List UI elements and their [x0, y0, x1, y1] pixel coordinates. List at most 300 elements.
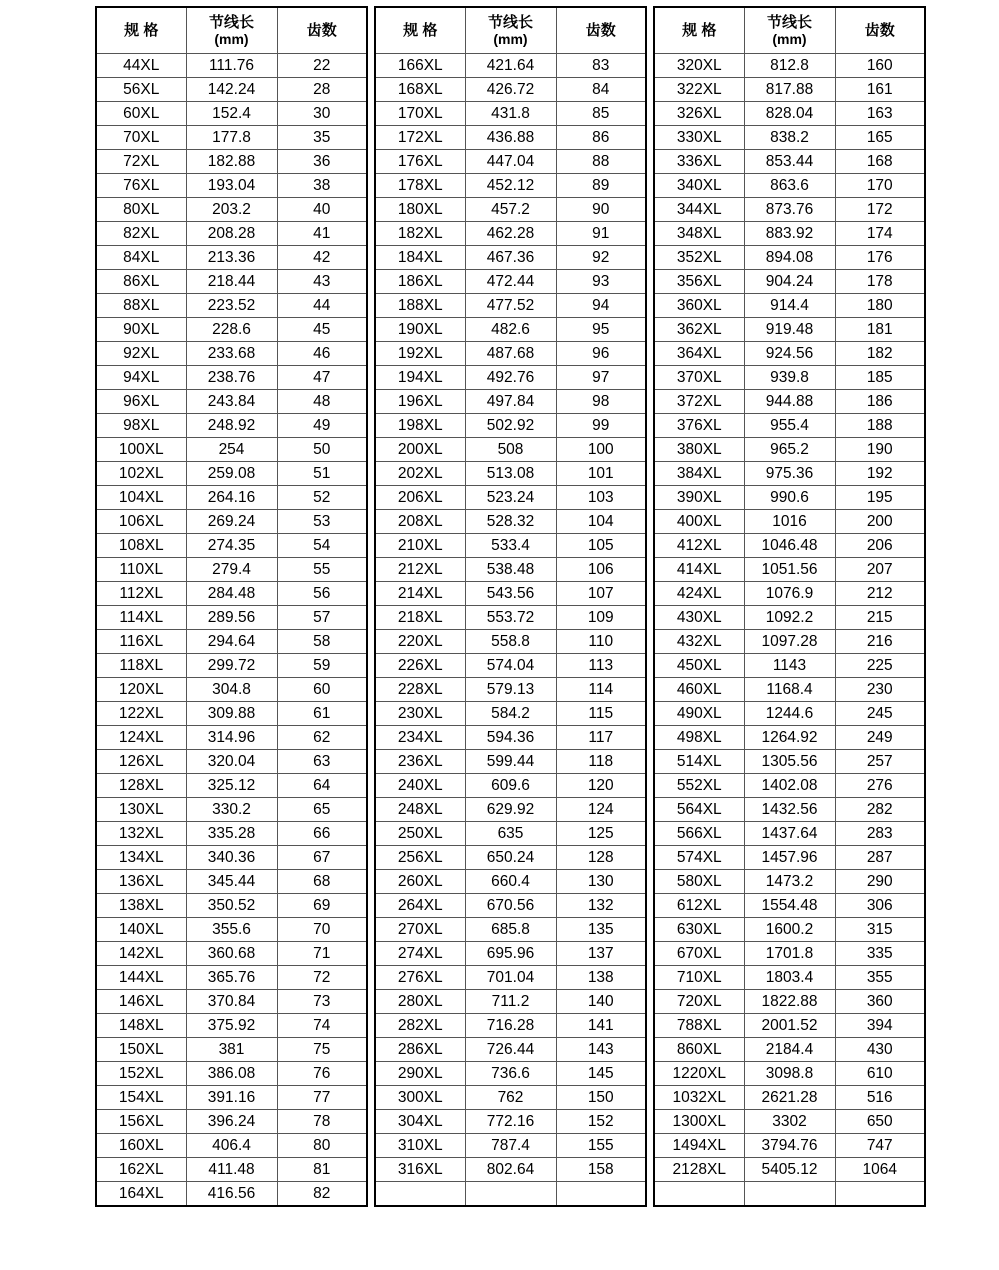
spec-cell: 146XL: [96, 990, 186, 1014]
table-row: [654, 558, 925, 582]
spec-cell: 240XL: [375, 774, 465, 798]
teeth-cell: 150: [556, 1086, 646, 1110]
teeth-cell: 180: [835, 294, 925, 318]
spec-cell: 192XL: [375, 342, 465, 366]
spec-cell: 364XL: [654, 342, 744, 366]
spec-cell: 304XL: [375, 1110, 465, 1134]
table-row: [96, 462, 367, 486]
spec-cell: 574XL: [654, 846, 744, 870]
pitch-length-cell: 1264.92: [744, 726, 835, 750]
table-row: [375, 198, 646, 222]
table-row: [96, 438, 367, 462]
header-pitch-unit: (mm): [493, 30, 528, 47]
teeth-cell: 38: [277, 174, 367, 198]
table-row: [375, 678, 646, 702]
teeth-cell: 135: [556, 918, 646, 942]
spec-cell: 300XL: [375, 1086, 465, 1110]
teeth-cell: 64: [277, 774, 367, 798]
spec-cell: 290XL: [375, 1062, 465, 1086]
teeth-cell: 145: [556, 1062, 646, 1086]
spec-cell: 564XL: [654, 798, 744, 822]
spec-cell: 370XL: [654, 366, 744, 390]
pitch-length-cell: 716.28: [465, 1014, 556, 1038]
spec-cell: 70XL: [96, 126, 186, 150]
spec-cell: 198XL: [375, 414, 465, 438]
teeth-cell: 161: [835, 78, 925, 102]
pitch-length-cell: 990.6: [744, 486, 835, 510]
spec-cell: 120XL: [96, 678, 186, 702]
spec-cell: 234XL: [375, 726, 465, 750]
pitch-length-cell: 431.8: [465, 102, 556, 126]
table-row: [654, 726, 925, 750]
pitch-length-cell: 1046.48: [744, 534, 835, 558]
teeth-cell: 41: [277, 222, 367, 246]
table-row: [96, 606, 367, 630]
pitch-length-cell: 304.8: [186, 678, 277, 702]
teeth-cell: 40: [277, 198, 367, 222]
pitch-length-cell: 462.28: [465, 222, 556, 246]
pitch-length-cell: 1473.2: [744, 870, 835, 894]
spec-cell: 274XL: [375, 942, 465, 966]
teeth-cell: 99: [556, 414, 646, 438]
table-row: [654, 366, 925, 390]
spec-cell: 612XL: [654, 894, 744, 918]
spec-cell: 140XL: [96, 918, 186, 942]
spec-cell: 162XL: [96, 1158, 186, 1182]
pitch-length-cell: 325.12: [186, 774, 277, 798]
header-pitch-length: [744, 7, 835, 54]
spec-cell: 580XL: [654, 870, 744, 894]
spec-cell: 112XL: [96, 582, 186, 606]
pitch-length-cell: 1076.9: [744, 582, 835, 606]
teeth-cell: 114: [556, 678, 646, 702]
spec-cell: 256XL: [375, 846, 465, 870]
spec-cell: 260XL: [375, 870, 465, 894]
spec-cell: 206XL: [375, 486, 465, 510]
table-row: [654, 750, 925, 774]
pitch-length-cell: 1701.8: [744, 942, 835, 966]
teeth-cell: 78: [277, 1110, 367, 1134]
table-row: [654, 942, 925, 966]
spec-cell: 226XL: [375, 654, 465, 678]
teeth-cell: 45: [277, 318, 367, 342]
spec-cell: 152XL: [96, 1062, 186, 1086]
teeth-cell: 158: [556, 1158, 646, 1182]
teeth-cell: 245: [835, 702, 925, 726]
teeth-cell: 160: [835, 54, 925, 78]
table-row: [375, 990, 646, 1014]
table-row: [96, 54, 367, 78]
spec-cell: 176XL: [375, 150, 465, 174]
teeth-cell: 168: [835, 150, 925, 174]
spec-cell: 194XL: [375, 366, 465, 390]
teeth-cell: 315: [835, 918, 925, 942]
spec-cell: 132XL: [96, 822, 186, 846]
pitch-length-cell: 883.92: [744, 222, 835, 246]
spec-cell: 92XL: [96, 342, 186, 366]
teeth-cell: 115: [556, 702, 646, 726]
spec-cell: 86XL: [96, 270, 186, 294]
teeth-cell: 101: [556, 462, 646, 486]
pitch-length-cell: 457.2: [465, 198, 556, 222]
teeth-cell: 335: [835, 942, 925, 966]
spec-cell: 76XL: [96, 174, 186, 198]
spec-table-2: [374, 6, 647, 1207]
spec-cell: 182XL: [375, 222, 465, 246]
pitch-length-cell: 416.56: [186, 1182, 277, 1207]
table-row: [654, 534, 925, 558]
pitch-length-cell: 944.88: [744, 390, 835, 414]
pitch-length-cell: 370.84: [186, 990, 277, 1014]
table-row: [654, 486, 925, 510]
pitch-length-cell: 152.4: [186, 102, 277, 126]
spec-cell: 106XL: [96, 510, 186, 534]
table-row: [654, 150, 925, 174]
teeth-cell: 137: [556, 942, 646, 966]
spec-cell: 460XL: [654, 678, 744, 702]
pitch-length-cell: 904.24: [744, 270, 835, 294]
teeth-cell: 109: [556, 606, 646, 630]
teeth-cell: 200: [835, 510, 925, 534]
header-teeth: 齿数: [835, 7, 925, 54]
table-row: [654, 126, 925, 150]
spec-cell: 108XL: [96, 534, 186, 558]
header-spec: 规 格: [96, 7, 186, 54]
spec-cell: 214XL: [375, 582, 465, 606]
pitch-length-cell: 802.64: [465, 1158, 556, 1182]
pitch-length-cell: 508: [465, 438, 556, 462]
header-pitch-unit: (mm): [214, 30, 249, 47]
spec-cell: 196XL: [375, 390, 465, 414]
table-row: [96, 894, 367, 918]
teeth-cell: 212: [835, 582, 925, 606]
spec-cell: 414XL: [654, 558, 744, 582]
table-row: [96, 726, 367, 750]
table-row: [96, 414, 367, 438]
pitch-length-cell: 711.2: [465, 990, 556, 1014]
table-row: [654, 198, 925, 222]
table-row: [375, 222, 646, 246]
spec-cell: 130XL: [96, 798, 186, 822]
teeth-cell: 74: [277, 1014, 367, 1038]
teeth-cell: 747: [835, 1134, 925, 1158]
table-row: [654, 414, 925, 438]
pitch-length-cell: 695.96: [465, 942, 556, 966]
teeth-cell: 50: [277, 438, 367, 462]
pitch-length-cell: 701.04: [465, 966, 556, 990]
pitch-length-cell: 817.88: [744, 78, 835, 102]
pitch-length-cell: 477.52: [465, 294, 556, 318]
spec-cell: 104XL: [96, 486, 186, 510]
pitch-length-cell: 177.8: [186, 126, 277, 150]
teeth-cell: 207: [835, 558, 925, 582]
table-row: [96, 822, 367, 846]
pitch-length-cell: 955.4: [744, 414, 835, 438]
pitch-length-cell: 294.64: [186, 630, 277, 654]
table-row: [96, 990, 367, 1014]
spec-cell: 424XL: [654, 582, 744, 606]
pitch-length-cell: 345.44: [186, 870, 277, 894]
spec-cell: 320XL: [654, 54, 744, 78]
pitch-length-cell: 1168.4: [744, 678, 835, 702]
table-row: [654, 1110, 925, 1134]
table-row: [375, 702, 646, 726]
pitch-length-cell: 629.92: [465, 798, 556, 822]
pitch-length-cell: 193.04: [186, 174, 277, 198]
pitch-length-cell: 228.6: [186, 318, 277, 342]
spec-cell: 90XL: [96, 318, 186, 342]
spec-cell: 376XL: [654, 414, 744, 438]
spec-cell: 110XL: [96, 558, 186, 582]
table-row: [96, 1014, 367, 1038]
header-pitch-length-label: 节线长: [208, 13, 254, 31]
pitch-length-cell: 599.44: [465, 750, 556, 774]
teeth-cell: 125: [556, 822, 646, 846]
teeth-cell: 60: [277, 678, 367, 702]
teeth-cell: 132: [556, 894, 646, 918]
teeth-cell: 55: [277, 558, 367, 582]
table-row: [654, 918, 925, 942]
table-row: [654, 342, 925, 366]
header-teeth: 齿数: [556, 7, 646, 54]
spec-cell: 1220XL: [654, 1062, 744, 1086]
spec-cell: 400XL: [654, 510, 744, 534]
teeth-cell: 185: [835, 366, 925, 390]
table-row: [375, 366, 646, 390]
pitch-length-cell: 2184.4: [744, 1038, 835, 1062]
pitch-length-cell: 650.24: [465, 846, 556, 870]
teeth-cell: 100: [556, 438, 646, 462]
pitch-length-cell: 497.84: [465, 390, 556, 414]
pitch-length-cell: 914.4: [744, 294, 835, 318]
teeth-cell: 80: [277, 1134, 367, 1158]
spec-cell: 188XL: [375, 294, 465, 318]
table-row: [654, 318, 925, 342]
pitch-length-cell: 1803.4: [744, 966, 835, 990]
pitch-length-cell: 513.08: [465, 462, 556, 486]
pitch-length-cell: 660.4: [465, 870, 556, 894]
teeth-cell: 117: [556, 726, 646, 750]
teeth-cell: 84: [556, 78, 646, 102]
teeth-cell: 186: [835, 390, 925, 414]
spec-cell: 860XL: [654, 1038, 744, 1062]
pitch-length-cell: 1051.56: [744, 558, 835, 582]
spec-cell: 1494XL: [654, 1134, 744, 1158]
pitch-length-cell: 203.2: [186, 198, 277, 222]
pitch-length-cell: 482.6: [465, 318, 556, 342]
pitch-length-cell: 218.44: [186, 270, 277, 294]
teeth-cell: 110: [556, 630, 646, 654]
table-row: [375, 150, 646, 174]
spec-cell: 134XL: [96, 846, 186, 870]
pitch-length-cell: 254: [186, 438, 277, 462]
table-row: [96, 78, 367, 102]
table-row: [96, 1086, 367, 1110]
table-row: [375, 54, 646, 78]
spec-cell: 230XL: [375, 702, 465, 726]
spec-cell: 118XL: [96, 654, 186, 678]
teeth-cell: 113: [556, 654, 646, 678]
spec-cell: 150XL: [96, 1038, 186, 1062]
spec-cell: 44XL: [96, 54, 186, 78]
table-row: [96, 150, 367, 174]
spec-cell: 1300XL: [654, 1110, 744, 1134]
pitch-length-cell: 365.76: [186, 966, 277, 990]
table-row: [375, 870, 646, 894]
spec-cell: 670XL: [654, 942, 744, 966]
table-row: [375, 486, 646, 510]
teeth-cell: 290: [835, 870, 925, 894]
table-row: [654, 846, 925, 870]
table-row: [654, 222, 925, 246]
pitch-length-cell: 248.92: [186, 414, 277, 438]
table-row: [375, 894, 646, 918]
teeth-cell: 360: [835, 990, 925, 1014]
table-row: [375, 126, 646, 150]
spec-cell: 228XL: [375, 678, 465, 702]
spec-cell: 630XL: [654, 918, 744, 942]
pitch-length-cell: 335.28: [186, 822, 277, 846]
pitch-length-cell: 447.04: [465, 150, 556, 174]
spec-cell: 2128XL: [654, 1158, 744, 1182]
table-row: [654, 606, 925, 630]
pitch-length-cell: 320.04: [186, 750, 277, 774]
table-row: [375, 822, 646, 846]
table-row: [375, 966, 646, 990]
teeth-cell: 69: [277, 894, 367, 918]
spec-cell: 114XL: [96, 606, 186, 630]
pitch-length-cell: 350.52: [186, 894, 277, 918]
teeth-cell: 124: [556, 798, 646, 822]
table-row: [654, 582, 925, 606]
pitch-length-cell: [465, 1182, 556, 1207]
pitch-length-cell: 421.64: [465, 54, 556, 78]
header-pitch-length-label: 节线长: [487, 13, 533, 31]
spec-cell: 270XL: [375, 918, 465, 942]
spec-cell: 128XL: [96, 774, 186, 798]
teeth-cell: 215: [835, 606, 925, 630]
teeth-cell: 47: [277, 366, 367, 390]
spec-cell: 490XL: [654, 702, 744, 726]
table-row: [375, 1038, 646, 1062]
pitch-length-cell: 533.4: [465, 534, 556, 558]
teeth-cell: 91: [556, 222, 646, 246]
pitch-length-cell: 965.2: [744, 438, 835, 462]
pitch-length-cell: 492.76: [465, 366, 556, 390]
spec-cell: 566XL: [654, 822, 744, 846]
table-row: [96, 1158, 367, 1182]
pitch-length-cell: 223.52: [186, 294, 277, 318]
teeth-cell: 181: [835, 318, 925, 342]
table-row: [96, 750, 367, 774]
teeth-cell: 42: [277, 246, 367, 270]
spec-cell: 172XL: [375, 126, 465, 150]
table-row: [96, 126, 367, 150]
pitch-length-cell: 238.76: [186, 366, 277, 390]
table-row: [654, 510, 925, 534]
table-row: [654, 702, 925, 726]
teeth-cell: 610: [835, 1062, 925, 1086]
teeth-cell: 107: [556, 582, 646, 606]
spec-cell: 208XL: [375, 510, 465, 534]
table-row: [375, 558, 646, 582]
pitch-length-cell: 594.36: [465, 726, 556, 750]
spec-cell: 380XL: [654, 438, 744, 462]
teeth-cell: 77: [277, 1086, 367, 1110]
table-row: [375, 1182, 646, 1207]
pitch-length-cell: 553.72: [465, 606, 556, 630]
spec-cell: 552XL: [654, 774, 744, 798]
table-row: [375, 414, 646, 438]
table-row: [654, 1182, 925, 1207]
table-row: [96, 222, 367, 246]
table-row: [96, 1134, 367, 1158]
header-pitch-length-label: 节线长: [766, 13, 812, 31]
teeth-cell: 48: [277, 390, 367, 414]
spec-cell: 788XL: [654, 1014, 744, 1038]
teeth-cell: 83: [556, 54, 646, 78]
teeth-cell: 225: [835, 654, 925, 678]
pitch-length-cell: 1457.96: [744, 846, 835, 870]
spec-cell: 144XL: [96, 966, 186, 990]
pitch-length-cell: 5405.12: [744, 1158, 835, 1182]
table-row: [96, 102, 367, 126]
pitch-length-cell: 436.88: [465, 126, 556, 150]
teeth-cell: 97: [556, 366, 646, 390]
pitch-length-cell: 1554.48: [744, 894, 835, 918]
teeth-cell: 89: [556, 174, 646, 198]
table-row: [654, 438, 925, 462]
pitch-length-cell: 538.48: [465, 558, 556, 582]
pitch-length-cell: 975.36: [744, 462, 835, 486]
teeth-cell: 30: [277, 102, 367, 126]
header-teeth: 齿数: [277, 7, 367, 54]
teeth-cell: 282: [835, 798, 925, 822]
spec-cell: 356XL: [654, 270, 744, 294]
spec-cell: 148XL: [96, 1014, 186, 1038]
teeth-cell: 22: [277, 54, 367, 78]
pitch-length-cell: 635: [465, 822, 556, 846]
table-row: [654, 246, 925, 270]
teeth-cell: 176: [835, 246, 925, 270]
spec-cell: 218XL: [375, 606, 465, 630]
pitch-length-cell: 787.4: [465, 1134, 556, 1158]
teeth-cell: 306: [835, 894, 925, 918]
spec-cell: 164XL: [96, 1182, 186, 1207]
pitch-length-cell: 182.88: [186, 150, 277, 174]
spec-cell: 154XL: [96, 1086, 186, 1110]
spec-cell: 372XL: [654, 390, 744, 414]
spec-cell: 498XL: [654, 726, 744, 750]
teeth-cell: 68: [277, 870, 367, 894]
teeth-cell: 66: [277, 822, 367, 846]
header-pitch-length: [465, 7, 556, 54]
spec-cell: 56XL: [96, 78, 186, 102]
teeth-cell: 98: [556, 390, 646, 414]
pitch-length-cell: 299.72: [186, 654, 277, 678]
table-row: [96, 318, 367, 342]
teeth-cell: 430: [835, 1038, 925, 1062]
pitch-length-cell: 269.24: [186, 510, 277, 534]
pitch-length-cell: 487.68: [465, 342, 556, 366]
spec-cell: 142XL: [96, 942, 186, 966]
pitch-length-cell: 208.28: [186, 222, 277, 246]
spec-cell: 178XL: [375, 174, 465, 198]
table-row: [654, 1086, 925, 1110]
teeth-cell: 257: [835, 750, 925, 774]
spec-cell: 200XL: [375, 438, 465, 462]
table-row: [654, 1062, 925, 1086]
